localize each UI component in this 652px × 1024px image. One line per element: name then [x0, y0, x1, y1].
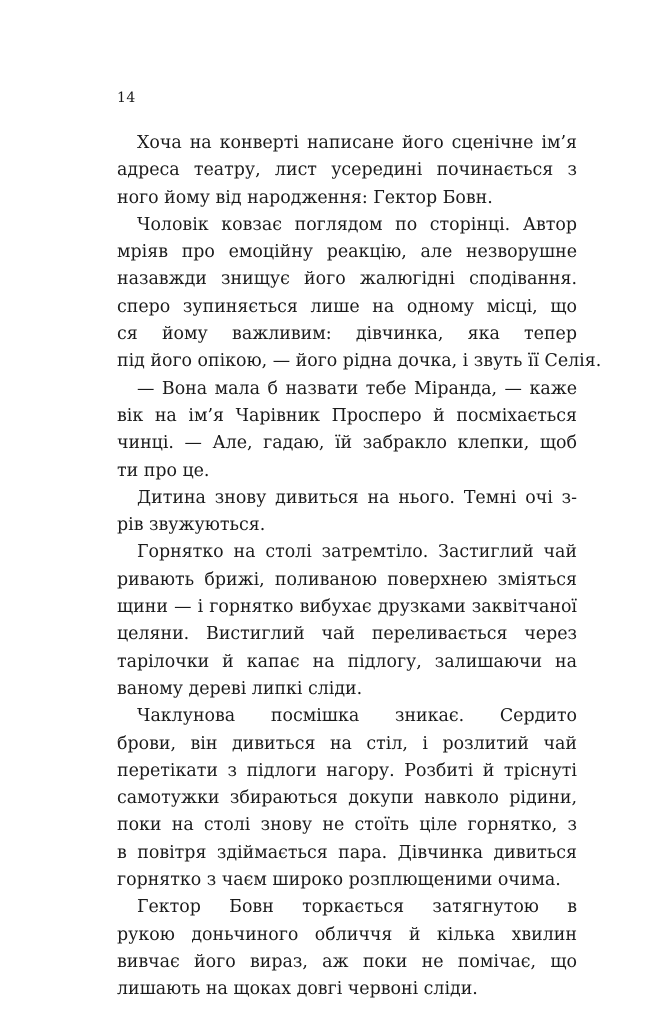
text-line: брови, він дивиться на стіл, і розлитий чай — [117, 733, 577, 754]
text-line: перетікати з підлоги нагору. Розбиті й тріснуті — [117, 760, 577, 781]
text-line: целяни. Вистиглий чай переливається через — [117, 624, 577, 645]
text-line: поки на столі знову не стоїть ціле горнятко, з — [117, 815, 577, 836]
text-line: ривають брижі, поливаною поверхнею зміяться — [117, 569, 577, 590]
text-line: Дитина знову дивиться на нього. Темні очі з- — [137, 487, 577, 508]
text-line: рукою доньчиного обличчя й кілька хвилин — [117, 924, 577, 945]
text-line: Чоловік ковзає поглядом по сторінці. Автор — [137, 214, 577, 235]
text-line: Чаклунова посмішка зникає. Сердито — [137, 706, 577, 727]
text-line: сперо зупиняється лише на одному місці, що — [117, 296, 577, 317]
text-line: вік на ім’я Чарівник Просперо й посміхається — [117, 405, 577, 426]
text-line: щини — і горнятко вибухає друзками заквітчаної — [117, 597, 577, 618]
text-line: в повітря здіймається пара. Дівчинка дивиться — [117, 842, 577, 863]
text-line: Хоча на конверті написане його сценічне ім’я — [137, 133, 577, 153]
text-line: лишають на щоках довгі червоні сліди. — [117, 979, 478, 1000]
text-line: вивчає його вираз, аж поки не помічає, що — [117, 951, 577, 972]
text-line: ся йому важливим: дівчинка, яка тепер — [117, 324, 577, 345]
text-line: адреса театру, лист усередині починається з — [117, 160, 577, 181]
body-text — [117, 130, 602, 1004]
text-line: під його опікою, — його рідна дочка, і звуть її Селія. — [117, 351, 602, 372]
text-line: рів звужуються. — [117, 515, 266, 536]
text-line: ного йому від народження: Гектор Бовн. — [117, 187, 493, 208]
text-line: самотужки збираються докупи навколо рідини, — [117, 788, 577, 809]
text-line: назавжди знищує його жалюгідні сподівання. — [117, 269, 577, 290]
page-number: 14 — [117, 90, 136, 106]
text-line: Горнятко на столі затремтіло. Застиглий чай — [137, 542, 577, 563]
text-line: — Вона мала б назвати тебе Міранда, — каже — [137, 378, 577, 399]
text-line: чинці. — Але, гадаю, їй забракло клепки, щоб — [117, 433, 577, 454]
text-line: ти про це. — [117, 460, 210, 481]
text-line: мріяв про емоційну реакцію, але незворушне — [117, 242, 577, 263]
text-line: ваному дереві липкі сліди. — [117, 678, 363, 699]
text-line: тарілочки й капає на підлогу, залишаючи на — [117, 651, 577, 672]
text-line: Гектор Бовн торкається затягнутою в — [137, 897, 577, 918]
text-line: горнятко з чаєм широко розплющеними очима. — [117, 870, 561, 891]
